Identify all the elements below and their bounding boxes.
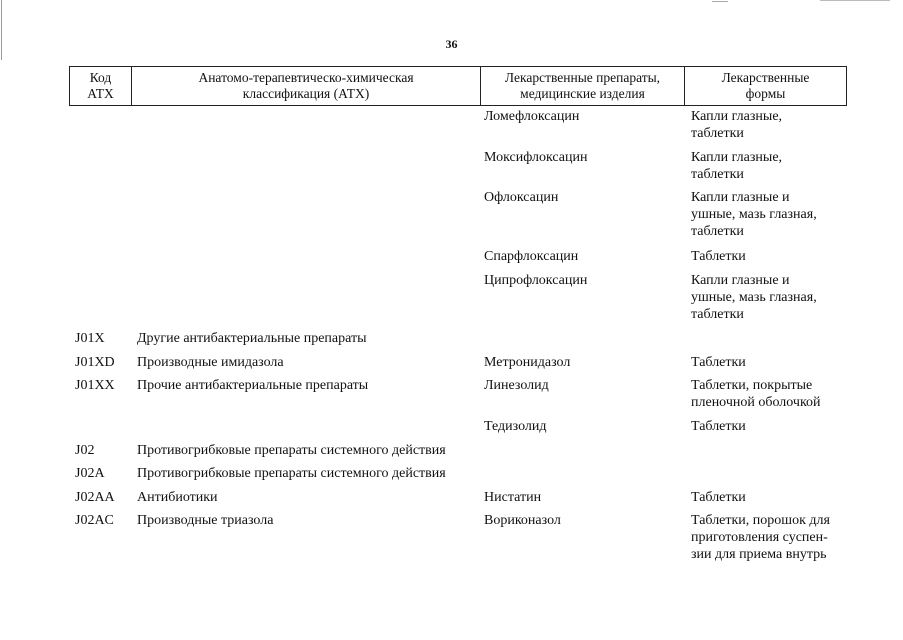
drug-name: Нистатин	[484, 490, 542, 505]
dosage-form: Таблетки	[691, 490, 746, 505]
header-drugs: Лекарственные препараты, медицинские изделия	[481, 67, 685, 105]
drug-name: Тедизолид	[484, 419, 547, 434]
drug-name: Офлоксацин	[484, 190, 559, 205]
atc-code: J02AC	[75, 513, 114, 528]
atc-classification: Производные триазола	[137, 513, 274, 528]
drug-name: Моксифлоксацин	[484, 150, 588, 165]
dosage-form: Капли глазные, таблетки	[691, 109, 783, 141]
atc-code: J02	[75, 443, 95, 458]
header-forms: Лекарственные формы	[721, 70, 810, 101]
page-number: 36	[445, 37, 458, 51]
atc-classification: Противогрибковые препараты системного действия	[137, 443, 446, 458]
atc-code: J01X	[75, 331, 105, 346]
dosage-form: Таблетки	[691, 249, 746, 264]
dosage-form: Таблетки	[691, 355, 746, 370]
dosage-form: Таблетки, порошок для приготовления суспен- зии для приема внутрь	[691, 513, 830, 562]
scan-artifact-line	[820, 0, 890, 1]
scan-artifact-line	[1, 0, 2, 60]
drug-name: Метронидазол	[484, 355, 571, 370]
atc-classification: Прочие антибактериальные препараты	[137, 378, 369, 393]
scan-artifact-line	[712, 1, 728, 2]
header-classification: Анатомо-терапевтическо-химическая классификация (АТХ)	[132, 67, 481, 105]
header-code: Код АТХ	[70, 67, 132, 105]
drug-name: Спарфлоксацин	[484, 249, 579, 264]
drug-name: Вориконазол	[484, 513, 561, 528]
atc-code: J02A	[75, 466, 105, 481]
dosage-form: Капли глазные и ушные, мазь глазная, таблетки	[691, 190, 817, 239]
dosage-form: Капли глазные, таблетки	[691, 150, 783, 182]
drug-name: Ломефлоксацин	[484, 109, 580, 124]
atc-code: J01XD	[75, 355, 115, 370]
dosage-form: Таблетки, покрытые пленочной оболочкой	[691, 378, 821, 410]
atc-classification: Противогрибковые препараты системного действия	[137, 466, 446, 481]
dosage-form: Таблетки	[691, 419, 746, 434]
atc-code: J02AA	[75, 490, 115, 505]
dosage-form: Капли глазные и ушные, мазь глазная, таблетки	[691, 273, 817, 322]
atc-code: J01XX	[75, 378, 115, 393]
drug-name: Линезолид	[484, 378, 549, 393]
atc-classification: Производные имидазола	[137, 355, 284, 370]
atc-classification: Другие антибактериальные препараты	[137, 331, 367, 346]
drug-name: Ципрофлоксацин	[484, 273, 588, 288]
atc-classification: Антибиотики	[137, 490, 218, 505]
